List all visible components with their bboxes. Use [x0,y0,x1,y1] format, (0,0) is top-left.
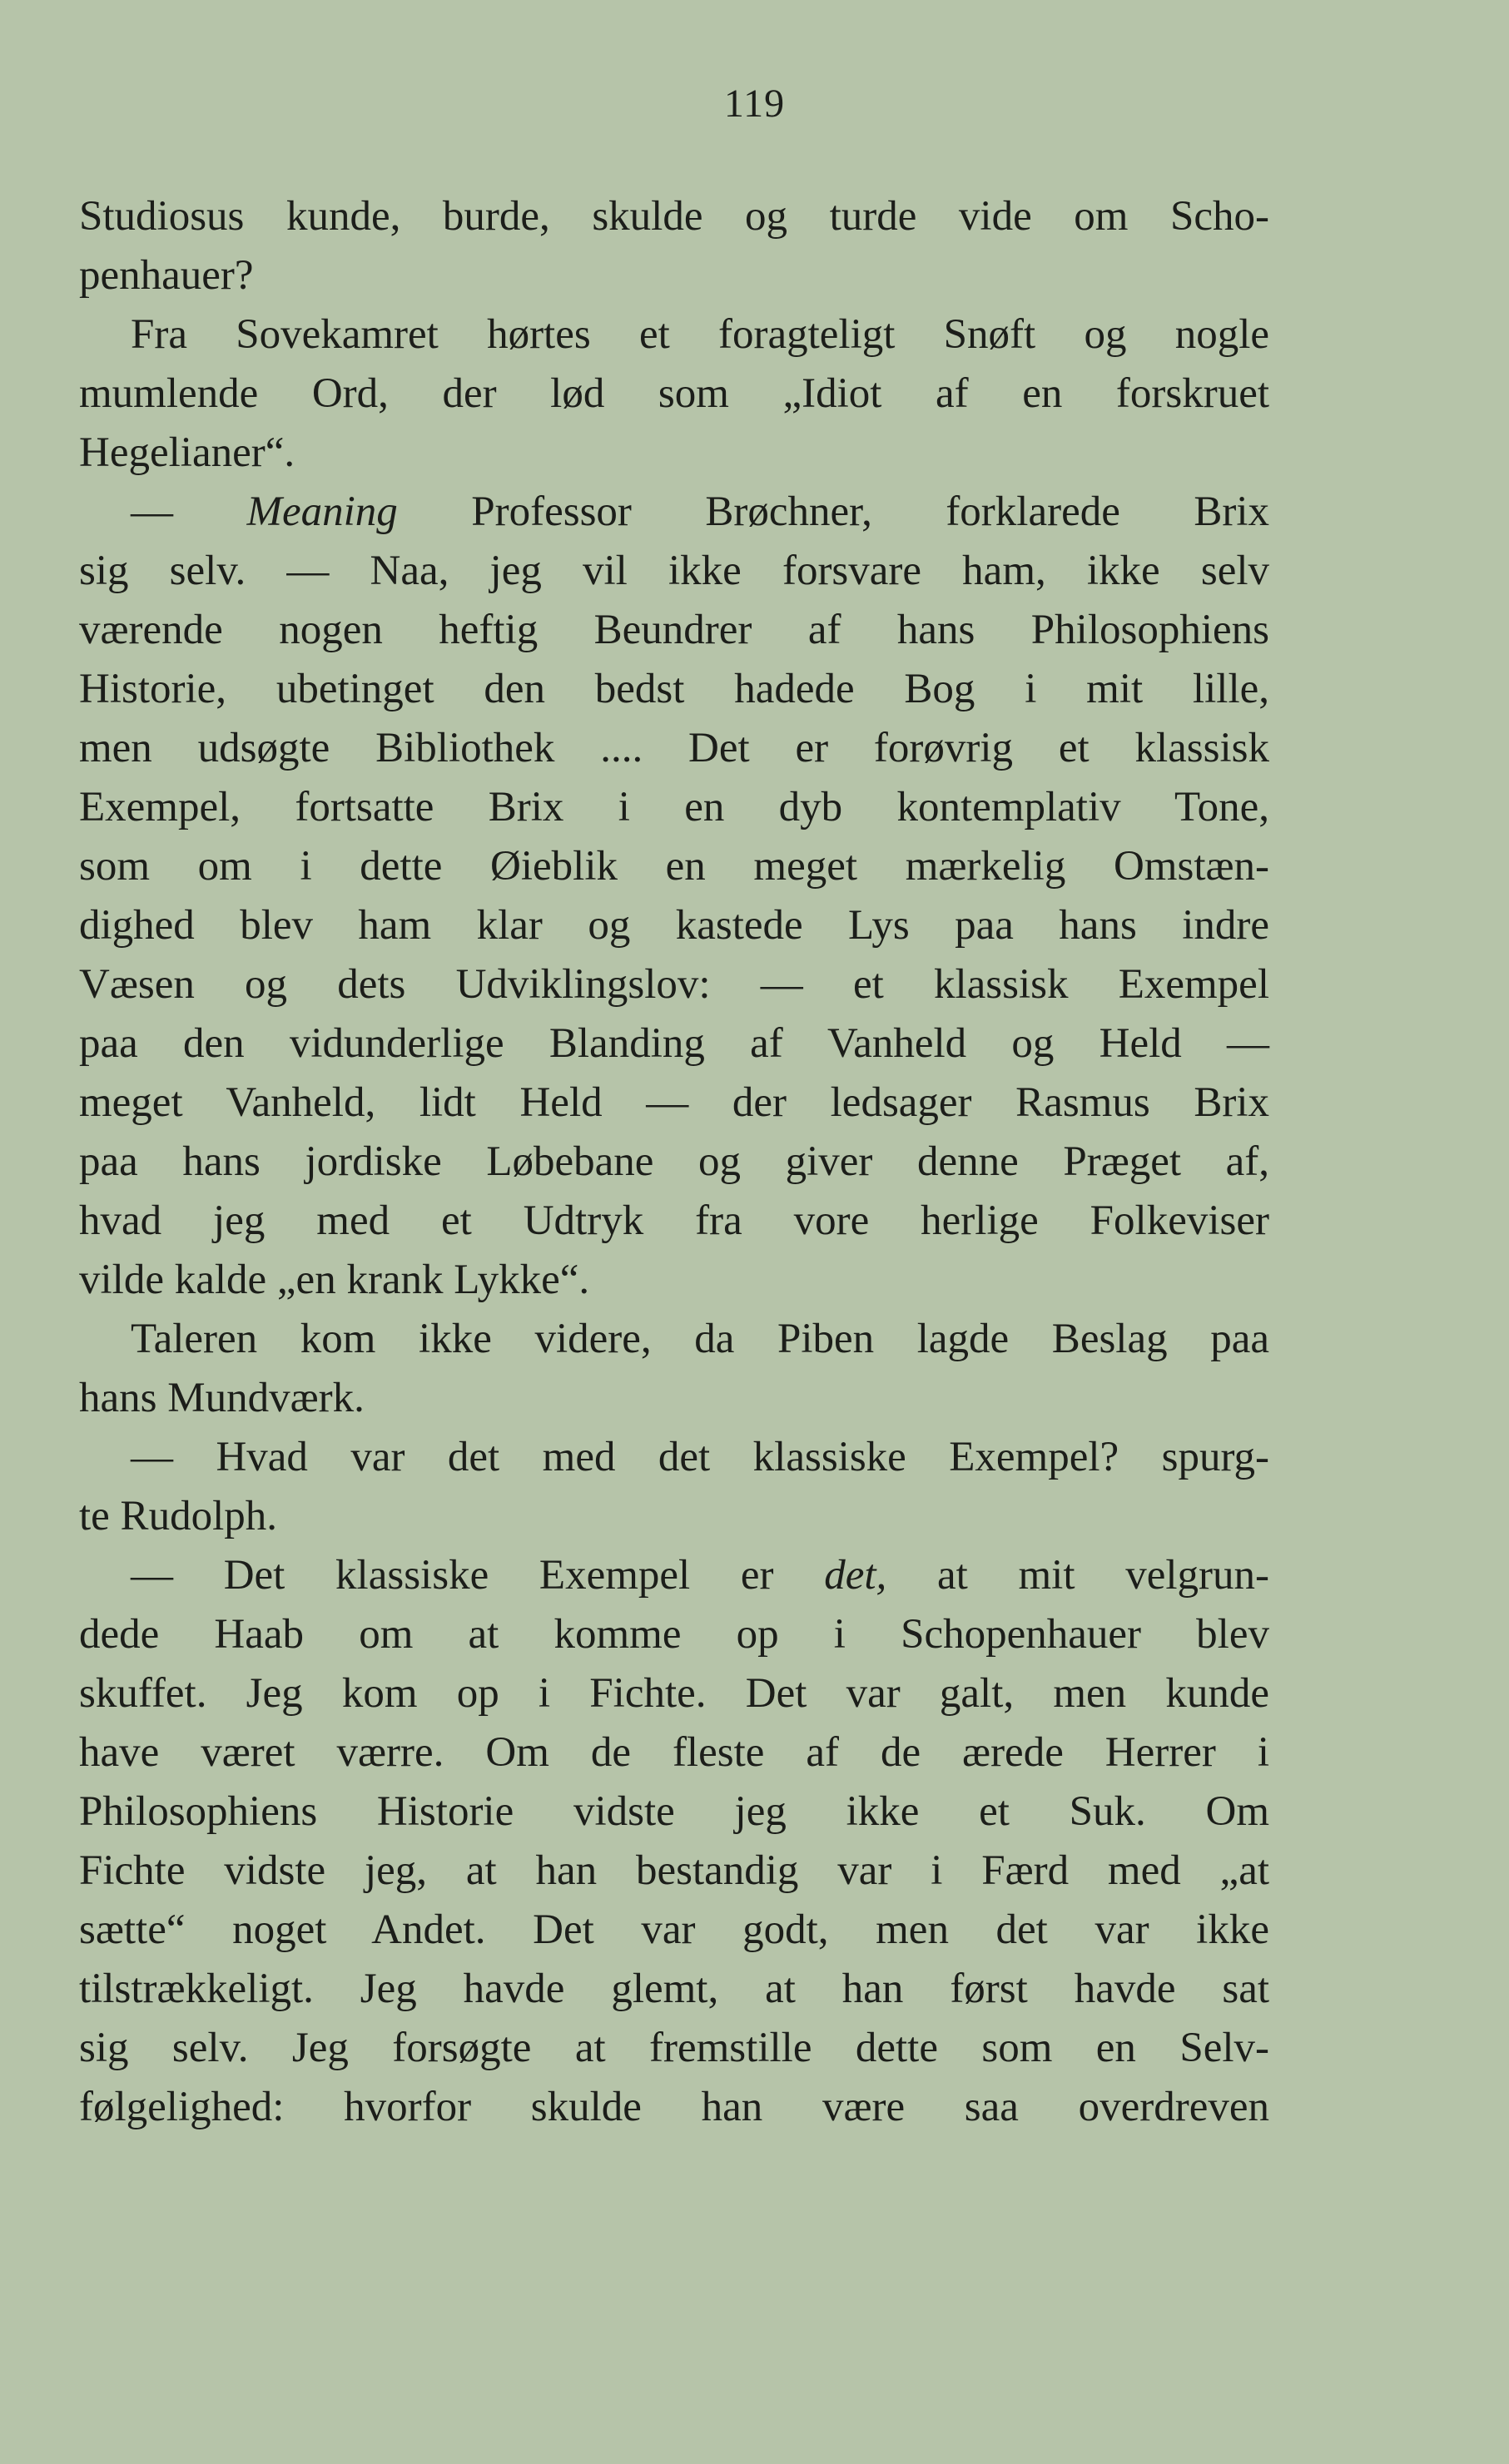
text-line [79,719,1269,778]
text-line-content: te Rudolph. [79,1493,277,1539]
text-line [79,1073,1269,1133]
text-line [79,1369,1269,1428]
text-line-content: — Det klassiske Exempel er [131,1552,825,1599]
text-line-content: dighed blev ham klar og kastede Lys paa hans indre [79,902,1269,949]
text-line-content: Exempel, fortsatte Brix i en dyb kontemplativ Tone, [79,784,1269,830]
text-line [79,542,1269,601]
text-line-content: som om i dette Øieblik en meget mærkelig Omstæn- [79,843,1269,890]
text-line-content: sætte“ noget Andet. Det var godt, men det var ikke [79,1906,1269,1953]
text-line-content: penhauer? [79,252,254,299]
page-number: 119 [723,82,786,126]
text-line [79,955,1269,1014]
text-line-content: vilde kalde „en krank Lykke“. [79,1257,590,1303]
italic-emphasis: det, [824,1552,887,1599]
text-line-continuation: at mit velgrun- [886,1552,1269,1599]
text-line-content: Væsen og dets Udviklingslov: — et klassisk Exempel [79,961,1269,1008]
text-line-content: — Hvad var det med det klassiske Exempel? spurg- [131,1434,1269,1480]
text-line-content: Hegelianer“. [79,429,295,476]
text-line-content: tilstrækkeligt. Jeg havde glemt, at han først havde sat [79,1966,1269,2012]
text-line [79,2078,1269,2137]
text-line-content: følgelighed: hvorfor skulde han være saa overdreven [79,2084,1269,2130]
text-line-content: værende nogen heftig Beundrer af hans Philosophiens [79,607,1269,653]
text-line [79,1133,1269,1192]
text-line-content: paa hans jordiske Løbebane og giver denne Præget af, [79,1138,1269,1185]
text-line [79,305,1269,364]
text-line-content: paa den vidunderlige Blanding af Vanheld og Held — [79,1020,1269,1067]
text-line [79,660,1269,719]
text-line [79,1310,1269,1369]
text-line-content: sig selv. — Naa, jeg vil ikke forsvare ham, ikke selv [79,548,1269,594]
text-line [79,2019,1269,2078]
text-line [79,1782,1269,1842]
text-line [79,837,1269,896]
text-line-content: sig selv. Jeg forsøgte at fremstille dette som en Selv- [79,2025,1269,2071]
text-line-content: Fra Sovekamret hørtes et foragteligt Snøft og nogle [131,311,1269,358]
text-line-content: skuffet. Jeg kom op i Fichte. Det var galt, men kunde [79,1670,1269,1717]
italic-emphasis: Meaning [246,488,398,535]
text-line [79,483,1269,542]
text-line [79,1251,1269,1310]
text-line-content: Studiosus kunde, burde, skulde og turde vide om Scho- [79,193,1269,240]
text-line [79,1842,1269,1901]
text-line-content: hans Mundværk. [79,1375,365,1421]
text-line [79,778,1269,837]
text-line-content: Philosophiens Historie vidste jeg ikke et Suk. Om [79,1788,1269,1835]
text-line [79,1428,1269,1487]
text-line-content: dede Haab om at komme op i Schopenhauer blev [79,1611,1269,1658]
body-text [79,187,1269,2137]
text-line-content: have været værre. Om de fleste af de ærede Herrer i [79,1729,1269,1776]
text-line [79,1664,1269,1723]
text-line-content: — [131,488,247,535]
text-line [79,896,1269,955]
text-line [79,1901,1269,1960]
text-line-content: Historie, ubetinget den bedst hadede Bog i mit lille, [79,666,1269,712]
text-line [79,364,1269,424]
text-line [79,1960,1269,2019]
text-line [79,1014,1269,1073]
text-line [79,1487,1269,1546]
text-line [79,1605,1269,1664]
text-line-content: hvad jeg med et Udtryk fra vore herlige Folkeviser [79,1197,1269,1244]
text-line [79,246,1269,305]
text-line [79,601,1269,660]
text-line-content: mumlende Ord, der lød som „Idiot af en forskruet [79,370,1269,417]
text-line-content: men udsøgte Bibliothek .... Det er forøvrig et klassisk [79,725,1269,771]
text-line-content: Fichte vidste jeg, at han bestandig var i Færd med „at [79,1847,1269,1894]
text-line [79,1192,1269,1251]
text-line-content: Taleren kom ikke videre, da Piben lagde Beslag paa [131,1316,1269,1362]
text-line [79,187,1269,246]
text-line-continuation: Professor Brøchner, forklarede Brix [397,488,1269,535]
text-line [79,1546,1269,1605]
text-line-content: meget Vanheld, lidt Held — der ledsager Rasmus Brix [79,1079,1269,1126]
text-line [79,1723,1269,1782]
text-line [79,424,1269,483]
